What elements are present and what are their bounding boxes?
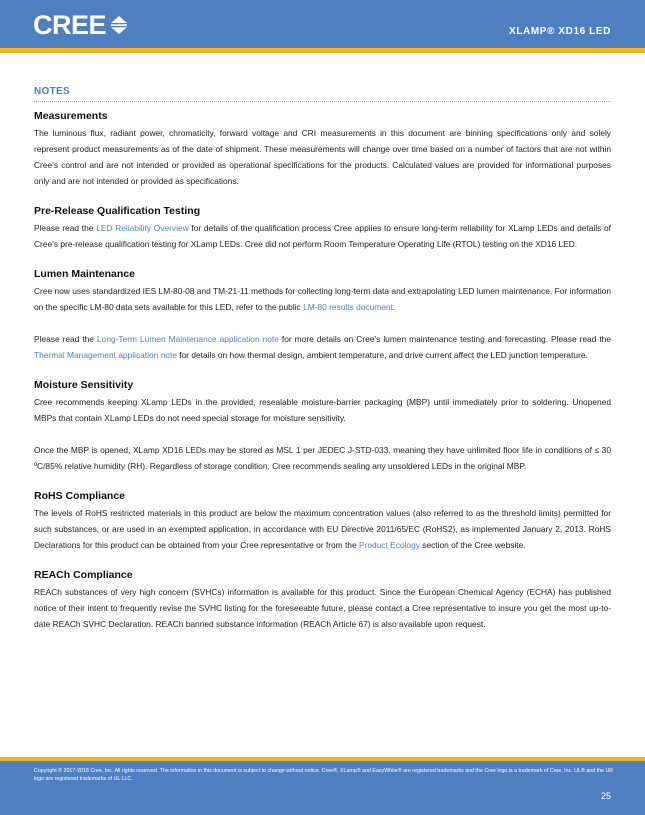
measurements-text: The luminous flux, radiant power, chromaticity, forward voltage and CRI measurements in this document are binning specifications only and solely represent product measurements as of the date of shipment. These measurements will change over time based on a number of factors that are not within Cree’s control and are not intended or provided as operational specifications for the products. Calculated values are provided for informational purposes only and are not intended or provided as specifications. bbox=[34, 128, 611, 186]
lumen-text-2 bbox=[34, 331, 611, 363]
moisture-section bbox=[34, 378, 611, 474]
notes-content bbox=[34, 86, 611, 632]
led-reliability-overview-link[interactable]: LED Reliability Overview bbox=[96, 223, 189, 233]
lumen-maintenance-app-note-link[interactable]: Long-Term Lumen Maintenance application note bbox=[97, 334, 279, 344]
text-run: Cree now uses standardized IES LM-80-08 and TM-21-11 methods for collecting long-term data and extrapolating LED lumen maintenance. For information on the specific LM-80 data sets available for this LED, refer to the public bbox=[34, 286, 611, 312]
lm80-results-link[interactable]: LM-80 results document bbox=[303, 302, 393, 312]
product-name: XLAMP® XD16 LED bbox=[509, 26, 611, 37]
measurements-section bbox=[34, 109, 611, 189]
page-header bbox=[0, 0, 645, 53]
page-number: 25 bbox=[600, 791, 611, 801]
rohs-text bbox=[34, 505, 611, 553]
measurements-heading: Measurements bbox=[34, 110, 108, 122]
reach-text: REACh substances of very high concern (SVHCs) information is available for this product. Since the European Chemical Agency (ECHA) has published notice of their intent to frequently revise the SVHC listing for the foreseeable future, please contact a Cree representative to insure you get the most up-to-date REACh SVHC Declaration. REACh banned substance information (REACh Article 67) is also available upon request. bbox=[34, 587, 611, 629]
text-run: Please read the bbox=[34, 334, 97, 344]
cree-logo-mark-icon bbox=[110, 14, 128, 36]
moisture-text-2: Once the MBP is opened, XLamp XD16 LEDs may be stored as MSL 1 per JEDEC J-STD-033, meaning they have unlimited floor life in conditions of ≤ 30 ºC/85% relative humidity (RH). Regardless of storage condition, Cree recommends sealing any unsoldered LEDs in the original MBP. bbox=[34, 445, 611, 471]
lumen-section bbox=[34, 267, 611, 363]
header-accent-bar bbox=[0, 48, 645, 53]
prerelease-heading: Pre-Release Qualification Testing bbox=[34, 205, 201, 217]
logo-text: CREE bbox=[33, 10, 107, 40]
footer-accent-bar bbox=[0, 757, 645, 761]
prerelease-section bbox=[34, 204, 611, 252]
cree-logo bbox=[33, 10, 128, 40]
text-run: for details on how thermal design, ambient temperature, and drive current affect the LED junction temperature. bbox=[176, 350, 588, 360]
rohs-section bbox=[34, 489, 611, 553]
moisture-heading: Moisture Sensitivity bbox=[34, 379, 134, 391]
thermal-management-app-note-link[interactable]: Thermal Management application note bbox=[34, 350, 177, 360]
lumen-text-1 bbox=[34, 283, 611, 315]
rohs-heading: RoHS Compliance bbox=[34, 490, 126, 502]
product-ecology-link[interactable]: Product Ecology bbox=[358, 540, 420, 550]
reach-heading: REACh Compliance bbox=[34, 569, 133, 581]
prerelease-text bbox=[34, 220, 611, 252]
text-run: for details of the qualification process Cree applies to ensure long-term reliability for XLamp LEDs and details of Cree’s pre-release qualification testing for XLamp LEDs. Cree did not perform Room Temperature Operating Life (RTOL) testing on the XD16 LED. bbox=[34, 223, 612, 249]
text-run: Please read the bbox=[34, 223, 97, 233]
text-run: The levels of RoHS restricted materials in this product are below the maximum concentration values (also referred to as the threshold limits) permitted for such substances, or are used in an exempted application, in accordance with EU Directive 2011/65/EC (RoHS2), as implemented January 2, 2013. RoHS Declarations for this product can be obtained from your Cree representative or from the bbox=[34, 508, 611, 550]
page-footer bbox=[0, 757, 645, 815]
reach-section bbox=[34, 568, 611, 632]
text-run: . bbox=[392, 302, 396, 312]
text-run: section of the Cree website. bbox=[419, 540, 526, 550]
moisture-text-1: Cree recommends keeping XLamp LEDs in the provided, resealable moisture-barrier packaging (MBP) until immediately prior to soldering. Unopened MBPs that contain XLamp LEDs do not need special storage for moisture sensitivity. bbox=[34, 397, 611, 423]
lumen-heading: Lumen Maintenance bbox=[34, 268, 135, 280]
copyright-notice: Copyright © 2017-2018 Cree, Inc. All rights reserved. The information in this document is subject to change without notice. Cree®, XLamp® and EasyWhite® are registered trademarks and the Cree logo is a trademark of Cree, Inc. UL® and the UR logo are registered trademarks of UL LLC. bbox=[34, 768, 614, 782]
notes-heading: NOTES bbox=[34, 86, 611, 102]
text-run: for more details on Cree’s lumen maintenance testing and forecasting. Please read the bbox=[278, 334, 611, 344]
